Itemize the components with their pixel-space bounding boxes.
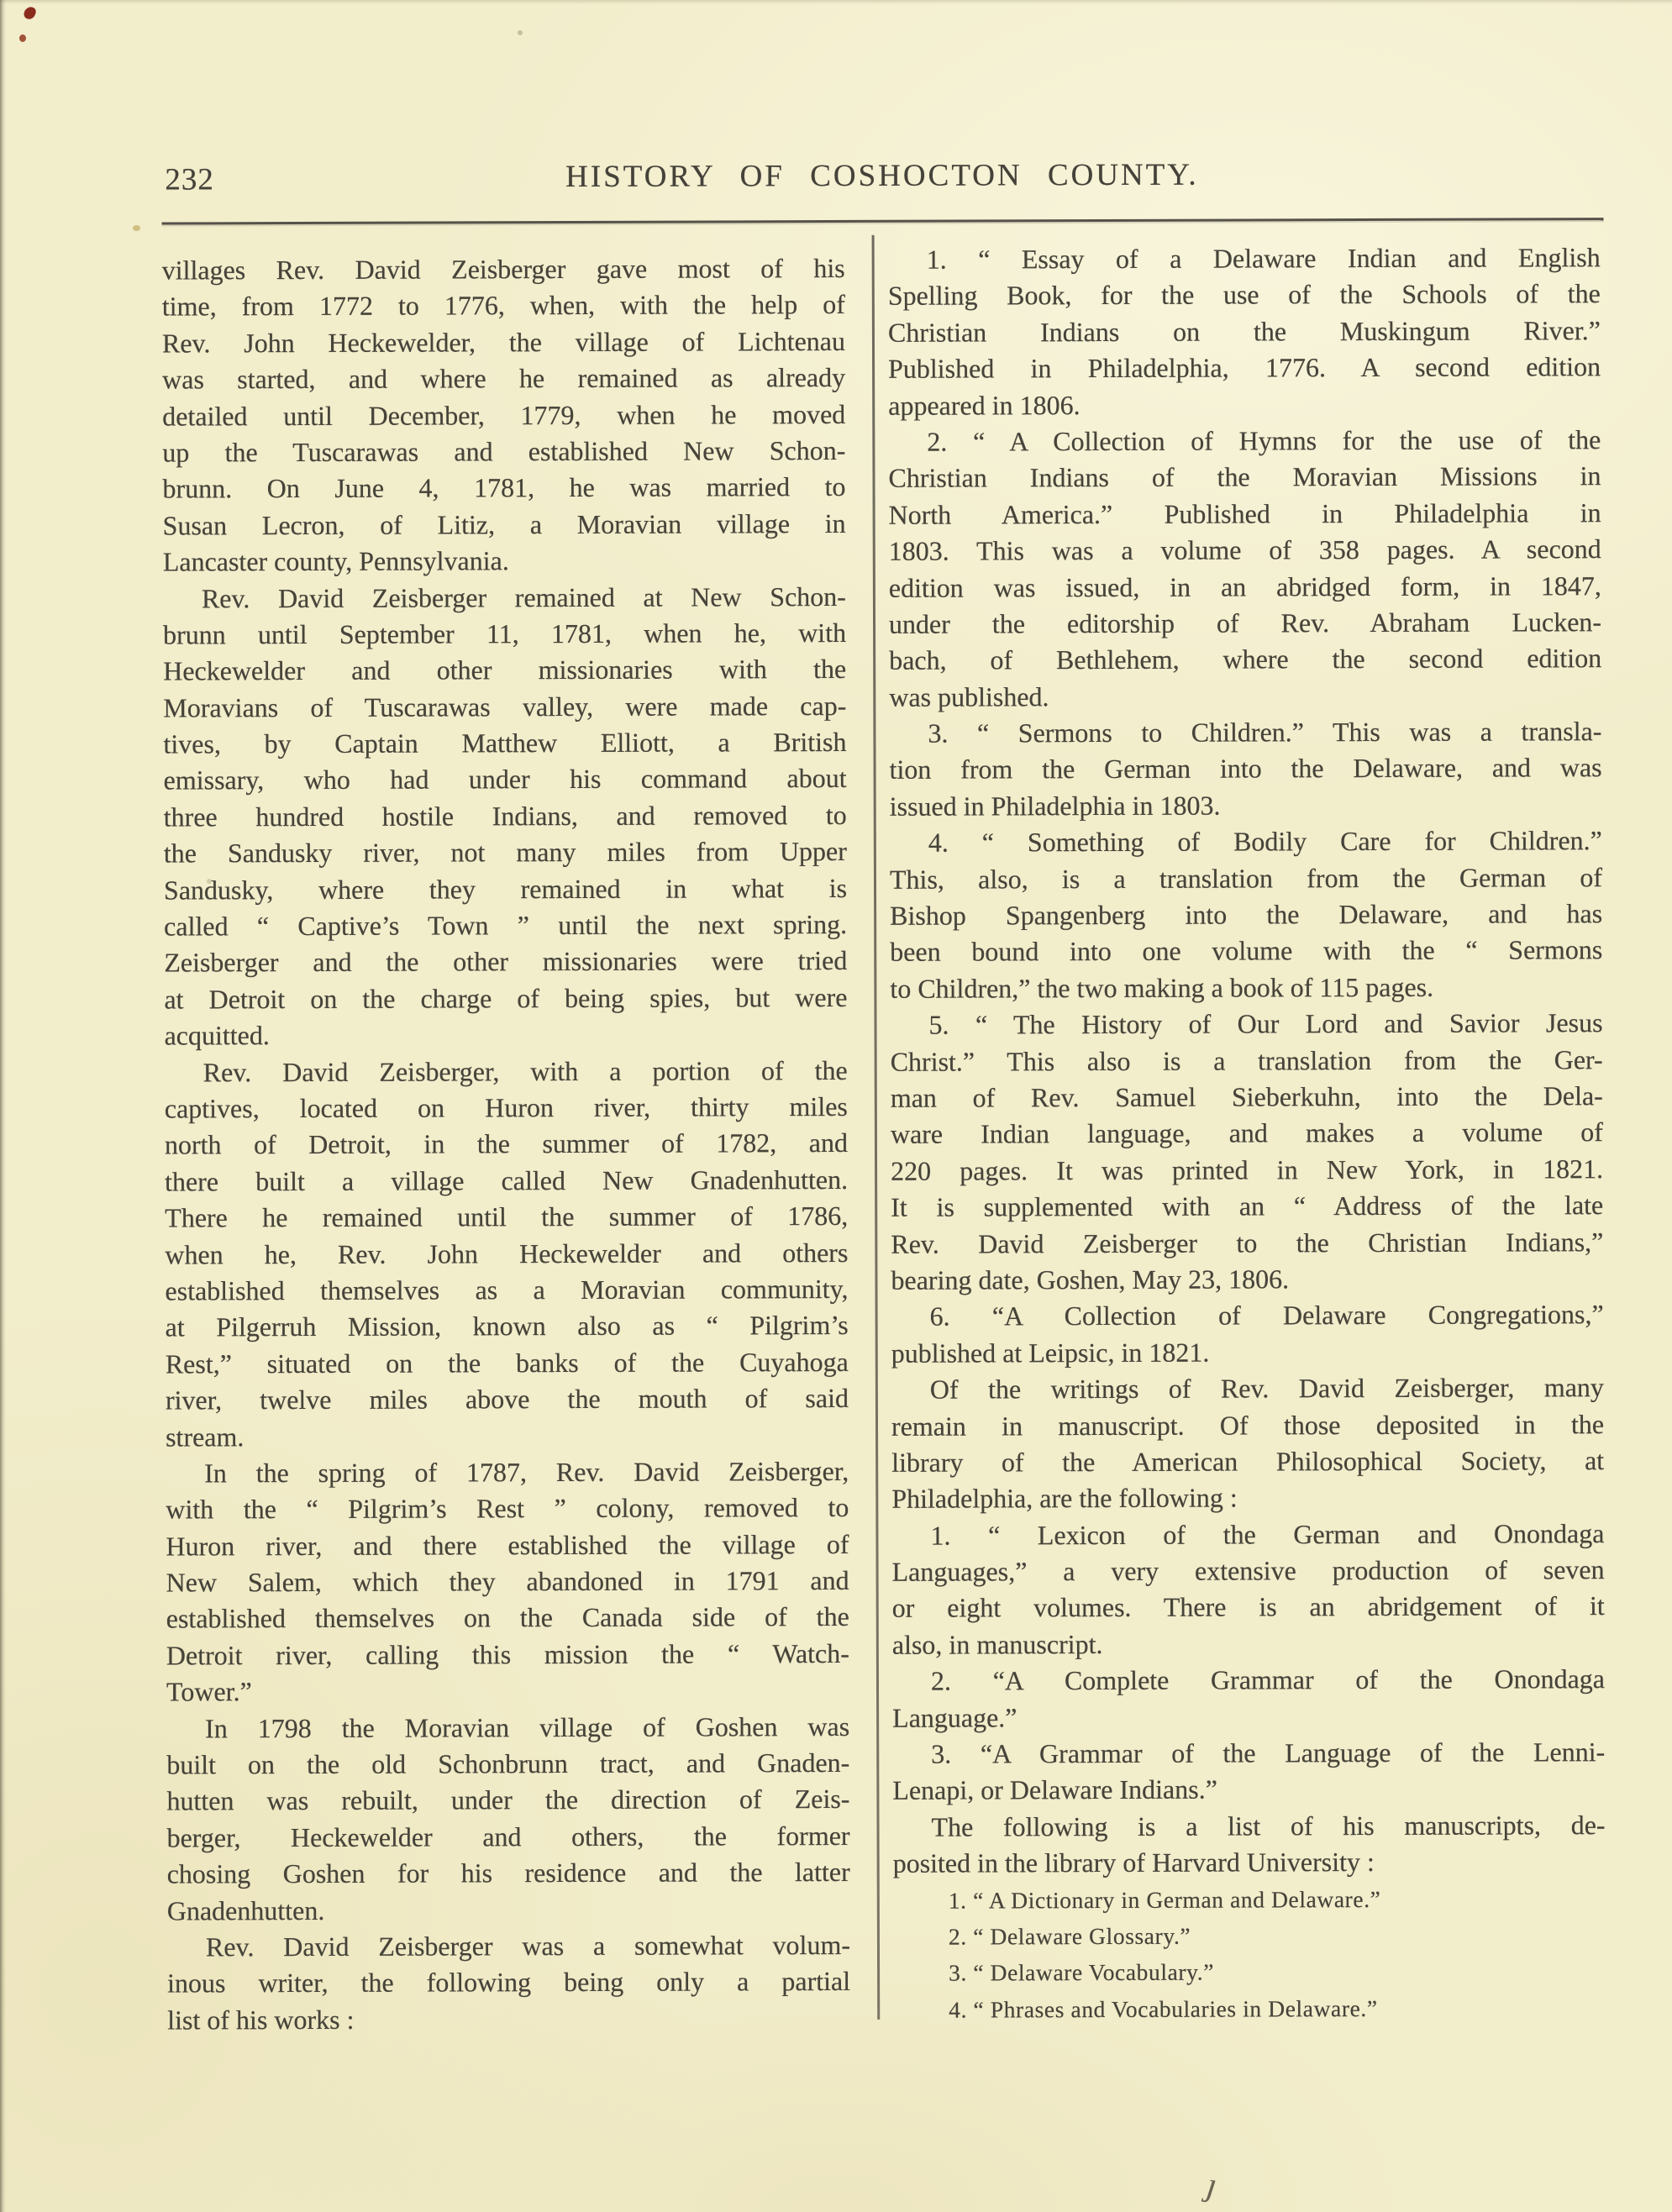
text-line: captives, located on Huron river, thirty miles xyxy=(164,1090,848,1124)
paragraph xyxy=(167,1927,850,2039)
manuscript-list xyxy=(893,1880,1606,2028)
text-line: 3. “ Sermons to Children.” This was a transla- xyxy=(928,716,1602,749)
text-line: It is supplemented with an “ Address of the late xyxy=(891,1190,1604,1222)
text-line: tives, by Captain Matthew Elliott, a British xyxy=(163,727,847,759)
text-line: Rev. David Zeisberger remained at New Schon- xyxy=(201,581,846,613)
text-line: 2. “ A Collection of Hymns for the use of the xyxy=(927,424,1601,457)
paragraph xyxy=(891,1369,1605,1517)
text-line: detailed until December, 1779, when he moved xyxy=(162,398,846,432)
paragraph xyxy=(890,822,1603,1007)
text-line: tion from the German into the Delaware, and was xyxy=(889,752,1602,785)
text-line: been bound into one volume with the “ Sermons xyxy=(890,934,1603,968)
text-line: 4. “ Something of Bodily Care for Children.” xyxy=(928,825,1602,858)
text-line: with the “ Pilgrim’s Rest ” colony, removed to xyxy=(166,1492,849,1525)
text-line: river, twelve miles above the mouth of said xyxy=(165,1383,849,1416)
text-line: posited in the library of Harvard University : xyxy=(892,1847,1375,1878)
text-line: Rev. David Zeisberger to the Christian Indians,” xyxy=(891,1226,1604,1259)
text-line: Bishop Spangenberg into the Delaware, and has xyxy=(890,898,1603,931)
text-line: Zeisberger and the other missionaries were tried xyxy=(164,945,848,978)
text-line: 1. “ Lexicon of the German and Onondaga xyxy=(930,1517,1605,1551)
text-line: also, in manuscript. xyxy=(891,1628,1103,1660)
paragraph xyxy=(888,239,1601,424)
text-line: man of Rev. Samuel Sieberkuhn, into the Dela- xyxy=(890,1080,1603,1113)
text-line: villages Rev. David Zeisberger gave most of his xyxy=(161,252,845,286)
paragraph xyxy=(163,578,848,1054)
text-line: emissary, who had under his command about xyxy=(163,763,847,796)
text-line: issued in Philadelphia in 1803. xyxy=(889,790,1221,822)
text-line: hutten was rebuilt, under the direction of Zeis- xyxy=(166,1784,850,1816)
text-line: at Detroit on the charge of being spies, but were xyxy=(164,981,848,1015)
text-line: 5. “ The History of Our Lord and Savior Jesus xyxy=(928,1007,1603,1040)
text-line: 1803. This was a volume of 358 pages. A second xyxy=(888,533,1601,566)
text-line: to Children,” the two making a book of 115 pages. xyxy=(890,971,1434,1004)
paragraph xyxy=(162,250,846,581)
two-column-text xyxy=(162,239,1610,2041)
text-line: 1. “ Essay of a Delaware Indian and English xyxy=(926,242,1601,275)
text-line: Christ.” This also is a translation from the Ger- xyxy=(890,1043,1603,1077)
manuscript-item: 4. “ Phrases and Vocabularies in Delaware.” xyxy=(949,1994,1378,2023)
text-line: Susan Lecron, of Litiz, a Moravian village in xyxy=(162,507,846,541)
text-line: Heckewelder and other missionaries with the xyxy=(163,654,847,686)
text-line: established themselves on the Canada side of the xyxy=(166,1601,849,1634)
text-line: time, from 1772 to 1776, when, with the help of xyxy=(161,289,845,322)
text-line: at Pilgerruh Mission, known also as “ Pilgrim’s xyxy=(165,1310,849,1342)
text-line: bearing date, Goshen, May 23, 1806. xyxy=(891,1264,1290,1295)
paragraph xyxy=(166,1453,849,1710)
paragraph xyxy=(892,1734,1605,1809)
left-column xyxy=(162,250,851,2039)
text-line: Lenapi, or Delaware Indians.” xyxy=(892,1773,1217,1806)
text-line: under the editorship of Rev. Abraham Lucken- xyxy=(888,607,1602,639)
text-line: list of his works : xyxy=(167,2004,355,2036)
text-line: edition was issued, in an abridged form, in 1847, xyxy=(888,570,1601,603)
text-line: Detroit river, calling this mission the “ Watch- xyxy=(166,1637,849,1671)
text-line: chosing Goshen for his residence and the latter xyxy=(166,1857,850,1889)
text-line: Gnadenhutten. xyxy=(166,1894,325,1926)
text-line: Huron river, and there established the village of xyxy=(166,1528,849,1562)
paragraph xyxy=(165,1053,849,1456)
text-line: bach, of Bethlehem, where the second edition xyxy=(889,643,1602,676)
text-line: In the spring of 1787, Rev. David Zeisberger, xyxy=(204,1455,849,1489)
text-line: Rest,” situated on the banks of the Cuyahoga xyxy=(165,1346,849,1379)
text-line: 6. “A Collection of Delaware Congregations,” xyxy=(929,1299,1604,1332)
text-line: remain in manuscript. Of those deposited in the xyxy=(891,1408,1605,1442)
text-line: 3. “A Grammar of the Language of the Lenni- xyxy=(931,1736,1606,1769)
paragraph xyxy=(888,422,1601,716)
page-number: 232 xyxy=(165,162,214,197)
column-divider-rule xyxy=(872,235,880,2020)
text-line: appeared in 1806. xyxy=(888,389,1080,421)
text-line: Christian Indians on the Muskingum River.” xyxy=(887,314,1601,348)
text-line: Christian Indians of the Moravian Missions in xyxy=(888,460,1601,494)
text-line: or eight volumes. There is an abridgement of it xyxy=(891,1590,1605,1624)
manuscript-item: 2. “ Delaware Glossary.” xyxy=(948,1922,1191,1950)
text-line: Spelling Book, for the use of the Schools of the xyxy=(887,278,1601,312)
text-line: called “ Captive’s Town ” until the next spring. xyxy=(164,908,848,942)
text-line: established themselves as a Moravian community, xyxy=(165,1273,849,1306)
text-line: the Sandusky river, not many miles from Upper xyxy=(163,836,847,869)
pen-mark: ȷ xyxy=(1204,2165,1219,2204)
text-line: Of the writings of Rev. David Zeisberger, many xyxy=(929,1372,1604,1405)
text-line: There he remained until the summer of 1786, xyxy=(165,1201,849,1233)
paragraph xyxy=(889,713,1601,825)
paragraph xyxy=(890,1005,1603,1299)
right-column xyxy=(888,239,1606,2028)
text-line: 2. “A Complete Grammar of the Onondaga xyxy=(930,1663,1606,1696)
text-line: when he, Rev. John Heckewelder and others xyxy=(165,1237,849,1270)
manuscript-item: 1. “ A Dictionary in German and Delaware.” xyxy=(948,1885,1381,1914)
paragraph xyxy=(892,1807,1605,1882)
text-line: Language.” xyxy=(892,1701,1017,1733)
text-line: Moravians of Tuscarawas valley, were made cap- xyxy=(163,690,847,723)
paragraph xyxy=(892,1661,1605,1736)
text-line: Sandusky, where they remained in what is xyxy=(163,872,848,906)
text-line: The following is a list of his manuscripts, de- xyxy=(931,1809,1606,1842)
text-line: This, also, is a translation from the German of xyxy=(889,861,1603,895)
text-line: North America.” Published in Philadelphia in xyxy=(888,497,1601,530)
text-line: stream. xyxy=(166,1421,244,1453)
text-line: three hundred hostile Indians, and removed to xyxy=(163,799,847,833)
text-line: Published in Philadelphia, 1776. A second edition xyxy=(888,351,1601,384)
text-line: built on the old Schonbrunn tract, and Gnaden- xyxy=(166,1747,850,1780)
text-line: Philadelphia, are the following : xyxy=(891,1482,1238,1515)
text-line: brunn until September 11, 1781, when he, with xyxy=(163,617,847,650)
text-line: acquitted. xyxy=(164,1020,270,1051)
text-line: north of Detroit, in the summer of 1782, and xyxy=(164,1127,849,1160)
text-line: Languages,” a very extensive production of seven xyxy=(891,1554,1605,1587)
text-line: Tower.” xyxy=(166,1676,252,1707)
text-line: brunn. On June 4, 1781, he was married to xyxy=(162,471,846,504)
header-rule xyxy=(162,218,1604,224)
paragraph xyxy=(166,1709,850,1930)
text-line: up the Tuscarawas and established New Schon- xyxy=(162,434,846,468)
page-title: HISTORY OF COSHOCTON COUNTY. xyxy=(565,157,1199,195)
text-line: published at Leipsic, in 1821. xyxy=(891,1337,1210,1369)
text-line: library of the American Philosophical Society, at xyxy=(891,1445,1605,1478)
text-line: there built a village called New Gnadenhutten. xyxy=(165,1164,849,1197)
text-line: Rev. David Zeisberger, with a portion of the xyxy=(202,1054,848,1087)
paragraph xyxy=(891,1296,1604,1371)
text-line: Lancaster county, Pennsylvania. xyxy=(162,545,509,577)
text-line: berger, Heckewelder and others, the former xyxy=(166,1820,850,1853)
text-line: Rev. David Zeisberger was a somewhat volum- xyxy=(205,1929,851,1962)
text-line: Rev. John Heckewelder, the village of Lichtenau xyxy=(161,325,846,359)
running-header xyxy=(161,155,1602,212)
manuscript-item: 3. “ Delaware Vocabulary.” xyxy=(949,1958,1215,1986)
text-line: was published. xyxy=(889,680,1049,712)
text-line: In 1798 the Moravian village of Goshen was xyxy=(205,1710,850,1743)
text-line: ware Indian language, and makes a volume of xyxy=(890,1117,1603,1150)
text-line: New Salem, which they abandoned in 1791 and xyxy=(166,1565,849,1598)
paragraph xyxy=(891,1516,1605,1663)
text-line: was started, and where he remained as already xyxy=(162,362,846,395)
text-line: inous writer, the following being only a partial xyxy=(167,1966,851,1999)
text-line: 220 pages. It was printed in New York, in 1821. xyxy=(891,1153,1604,1186)
